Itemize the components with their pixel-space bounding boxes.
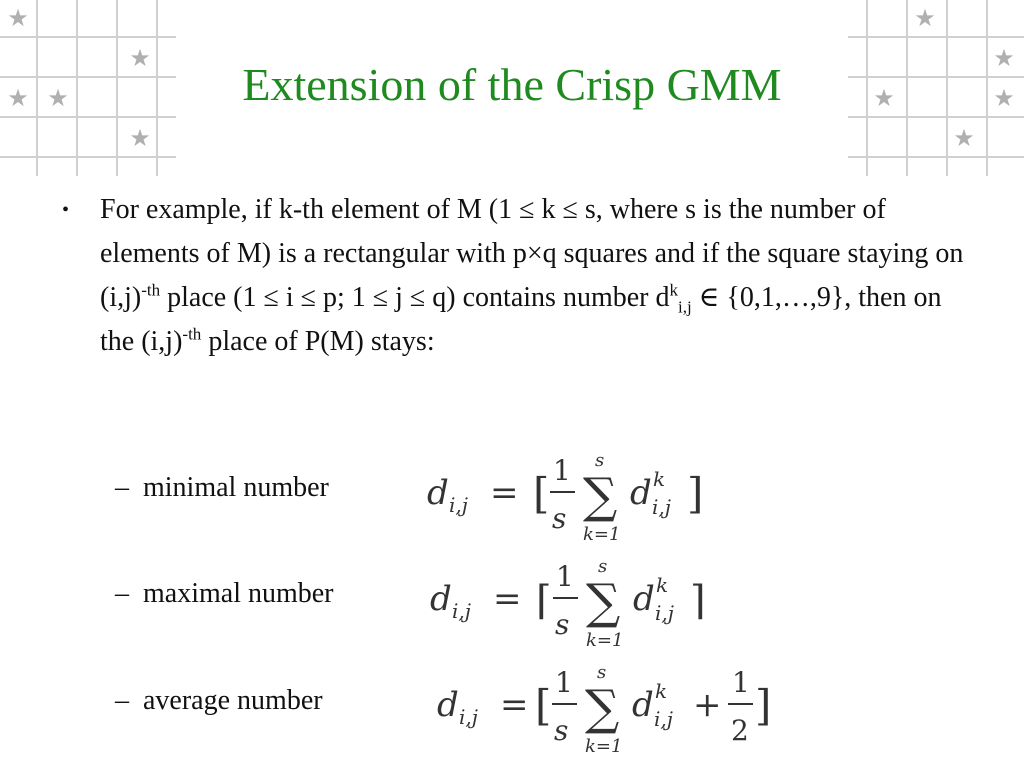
- svg-text:d: d: [427, 473, 449, 513]
- svg-text:∑: ∑: [585, 680, 620, 736]
- svg-text:=: =: [500, 685, 529, 725]
- svg-text:[: [: [535, 681, 552, 730]
- svg-text:2: 2: [731, 714, 749, 747]
- svg-text:i,j: i,j: [655, 601, 674, 625]
- svg-text:∑: ∑: [586, 574, 621, 630]
- svg-text:s: s: [555, 608, 570, 641]
- star-icon: ★: [7, 4, 29, 32]
- svg-text:i,j: i,j: [654, 707, 673, 731]
- svg-text:k=1: k=1: [585, 736, 623, 756]
- svg-text:d: d: [430, 579, 452, 619]
- star-icon: ★: [953, 124, 975, 152]
- svg-text:k=1: k=1: [583, 524, 621, 544]
- svg-text:s: s: [597, 662, 607, 683]
- sub-item-average: – average number: [115, 685, 323, 716]
- svg-text:]: ]: [755, 681, 772, 730]
- svg-text:d: d: [437, 685, 459, 725]
- svg-text:=: =: [493, 579, 522, 619]
- svg-text:⌈: ⌈: [536, 578, 552, 624]
- bullet-text: For example, if k-th element of M (1 ≤ k ≤ s, where s is the number of elements of M) is a rectangular with p×q squares and if the square staying on $(i,j)^{-th}$ place (1 ≤ i ≤ p; 1 ≤ j ≤ q) contains number $d^k_{i,j}$ ∈ {0,1,…,9}, then on the $(i,j)^{-th}$ place of P(M) stays:: [100, 194, 964, 357]
- formula-maximal: [428, 550, 728, 650]
- sub-item-minimal: – minimal number: [115, 472, 329, 503]
- svg-text:i,j: i,j: [449, 493, 468, 517]
- svg-text:k=1: k=1: [586, 630, 624, 650]
- svg-text:⌉: ⌉: [690, 578, 706, 624]
- star-icon: ★: [7, 84, 29, 112]
- svg-text:]: ]: [687, 469, 704, 518]
- sub-item-maximal: – maximal number: [115, 578, 334, 609]
- svg-text:1: 1: [556, 560, 574, 593]
- svg-text:s: s: [554, 714, 569, 747]
- svg-text:∑: ∑: [583, 468, 618, 524]
- svg-text:1: 1: [555, 666, 573, 699]
- svg-text:s: s: [598, 556, 608, 577]
- star-icon: ★: [914, 4, 936, 32]
- svg-text:=: =: [490, 473, 519, 513]
- star-icon: ★: [993, 84, 1015, 112]
- svg-text:1: 1: [732, 666, 750, 699]
- star-icon: ★: [47, 84, 69, 112]
- svg-text:i,j: i,j: [452, 599, 471, 623]
- svg-text:[: [: [533, 469, 550, 518]
- svg-text:s: s: [552, 502, 567, 535]
- svg-text:d: d: [632, 685, 654, 725]
- svg-text:s: s: [595, 450, 605, 471]
- svg-text:1: 1: [553, 454, 571, 487]
- svg-text:d: d: [633, 579, 655, 619]
- formula-minimal: [425, 444, 725, 544]
- star-icon: ★: [129, 44, 151, 72]
- svg-text:+: +: [693, 685, 722, 725]
- svg-text:d: d: [630, 473, 652, 513]
- star-icon: ★: [993, 44, 1015, 72]
- slide-title: Extension of the Crisp GMM: [242, 59, 782, 110]
- svg-text:k: k: [653, 467, 666, 491]
- formula-average: [435, 656, 785, 756]
- svg-text:k: k: [655, 679, 668, 703]
- svg-text:k: k: [656, 573, 669, 597]
- svg-text:i,j: i,j: [652, 495, 671, 519]
- svg-text:i,j: i,j: [459, 705, 478, 729]
- bullet-paragraph: [62, 188, 967, 364]
- star-icon: ★: [129, 124, 151, 152]
- star-icon: ★: [873, 84, 895, 112]
- bullet-marker: •: [62, 199, 70, 221]
